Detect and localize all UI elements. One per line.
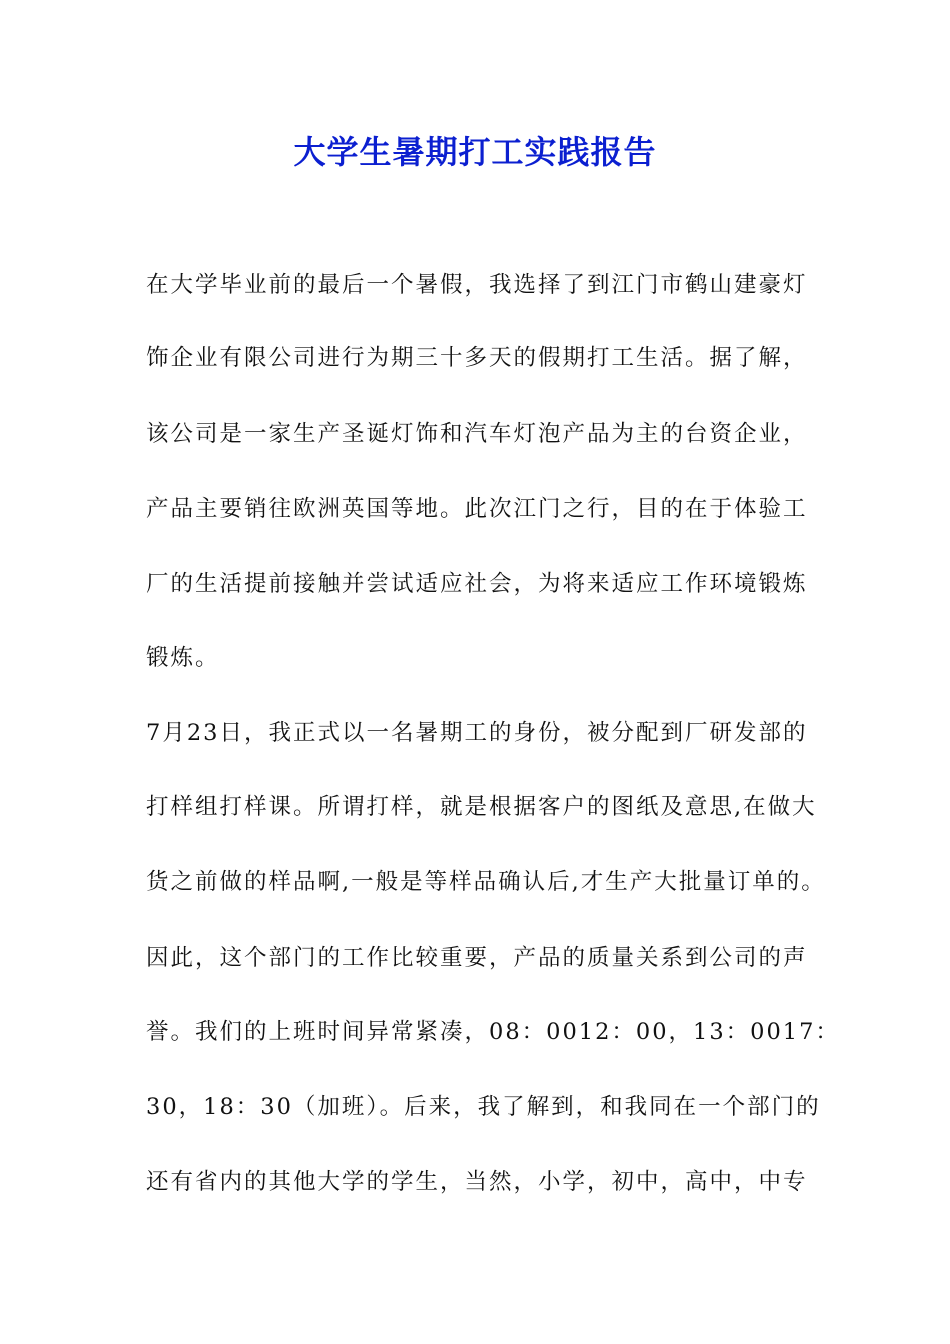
body-text-line: 产品主要销往欧洲英国等地。此次江门之行，目的在于体验工 <box>146 496 808 522</box>
body-text-line: 货之前做的样品啊,一般是等样品确认后,才生产大批量订单的。 <box>146 869 826 895</box>
body-text-line: 打样组打样课。所谓打样，就是根据客户的图纸及意思,在做大 <box>146 794 817 820</box>
body-text-line: 还有省内的其他大学的学生，当然，小学，初中，高中，中专 <box>146 1169 808 1195</box>
body-text-line: 锻炼。 <box>146 645 220 671</box>
body-text-line: 厂的生活提前接触并尝试适应社会，为将来适应工作环境锻炼 <box>146 571 808 597</box>
body-text-line: 在大学毕业前的最后一个暑假，我选择了到江门市鹤山建豪灯 <box>146 272 808 298</box>
document-title: 大学生暑期打工实践报告 <box>293 133 657 171</box>
body-text-line: 该公司是一家生产圣诞灯饰和汽车灯泡产品为主的台资企业， <box>146 421 808 447</box>
body-text-line: 誉。我们的上班时间异常紧凑，08：0012：00，13：0017： <box>146 1019 840 1045</box>
body-text-line: 7月23日，我正式以一名暑期工的身份，被分配到厂研发部的 <box>146 720 808 746</box>
body-text-line: 饰企业有限公司进行为期三十多天的假期打工生活。据了解， <box>146 345 808 371</box>
body-text-line: 因此，这个部门的工作比较重要，产品的质量关系到公司的声 <box>146 945 808 971</box>
body-text-line: 30，18：30（加班）。后来，我了解到，和我同在一个部门的 <box>146 1094 821 1120</box>
